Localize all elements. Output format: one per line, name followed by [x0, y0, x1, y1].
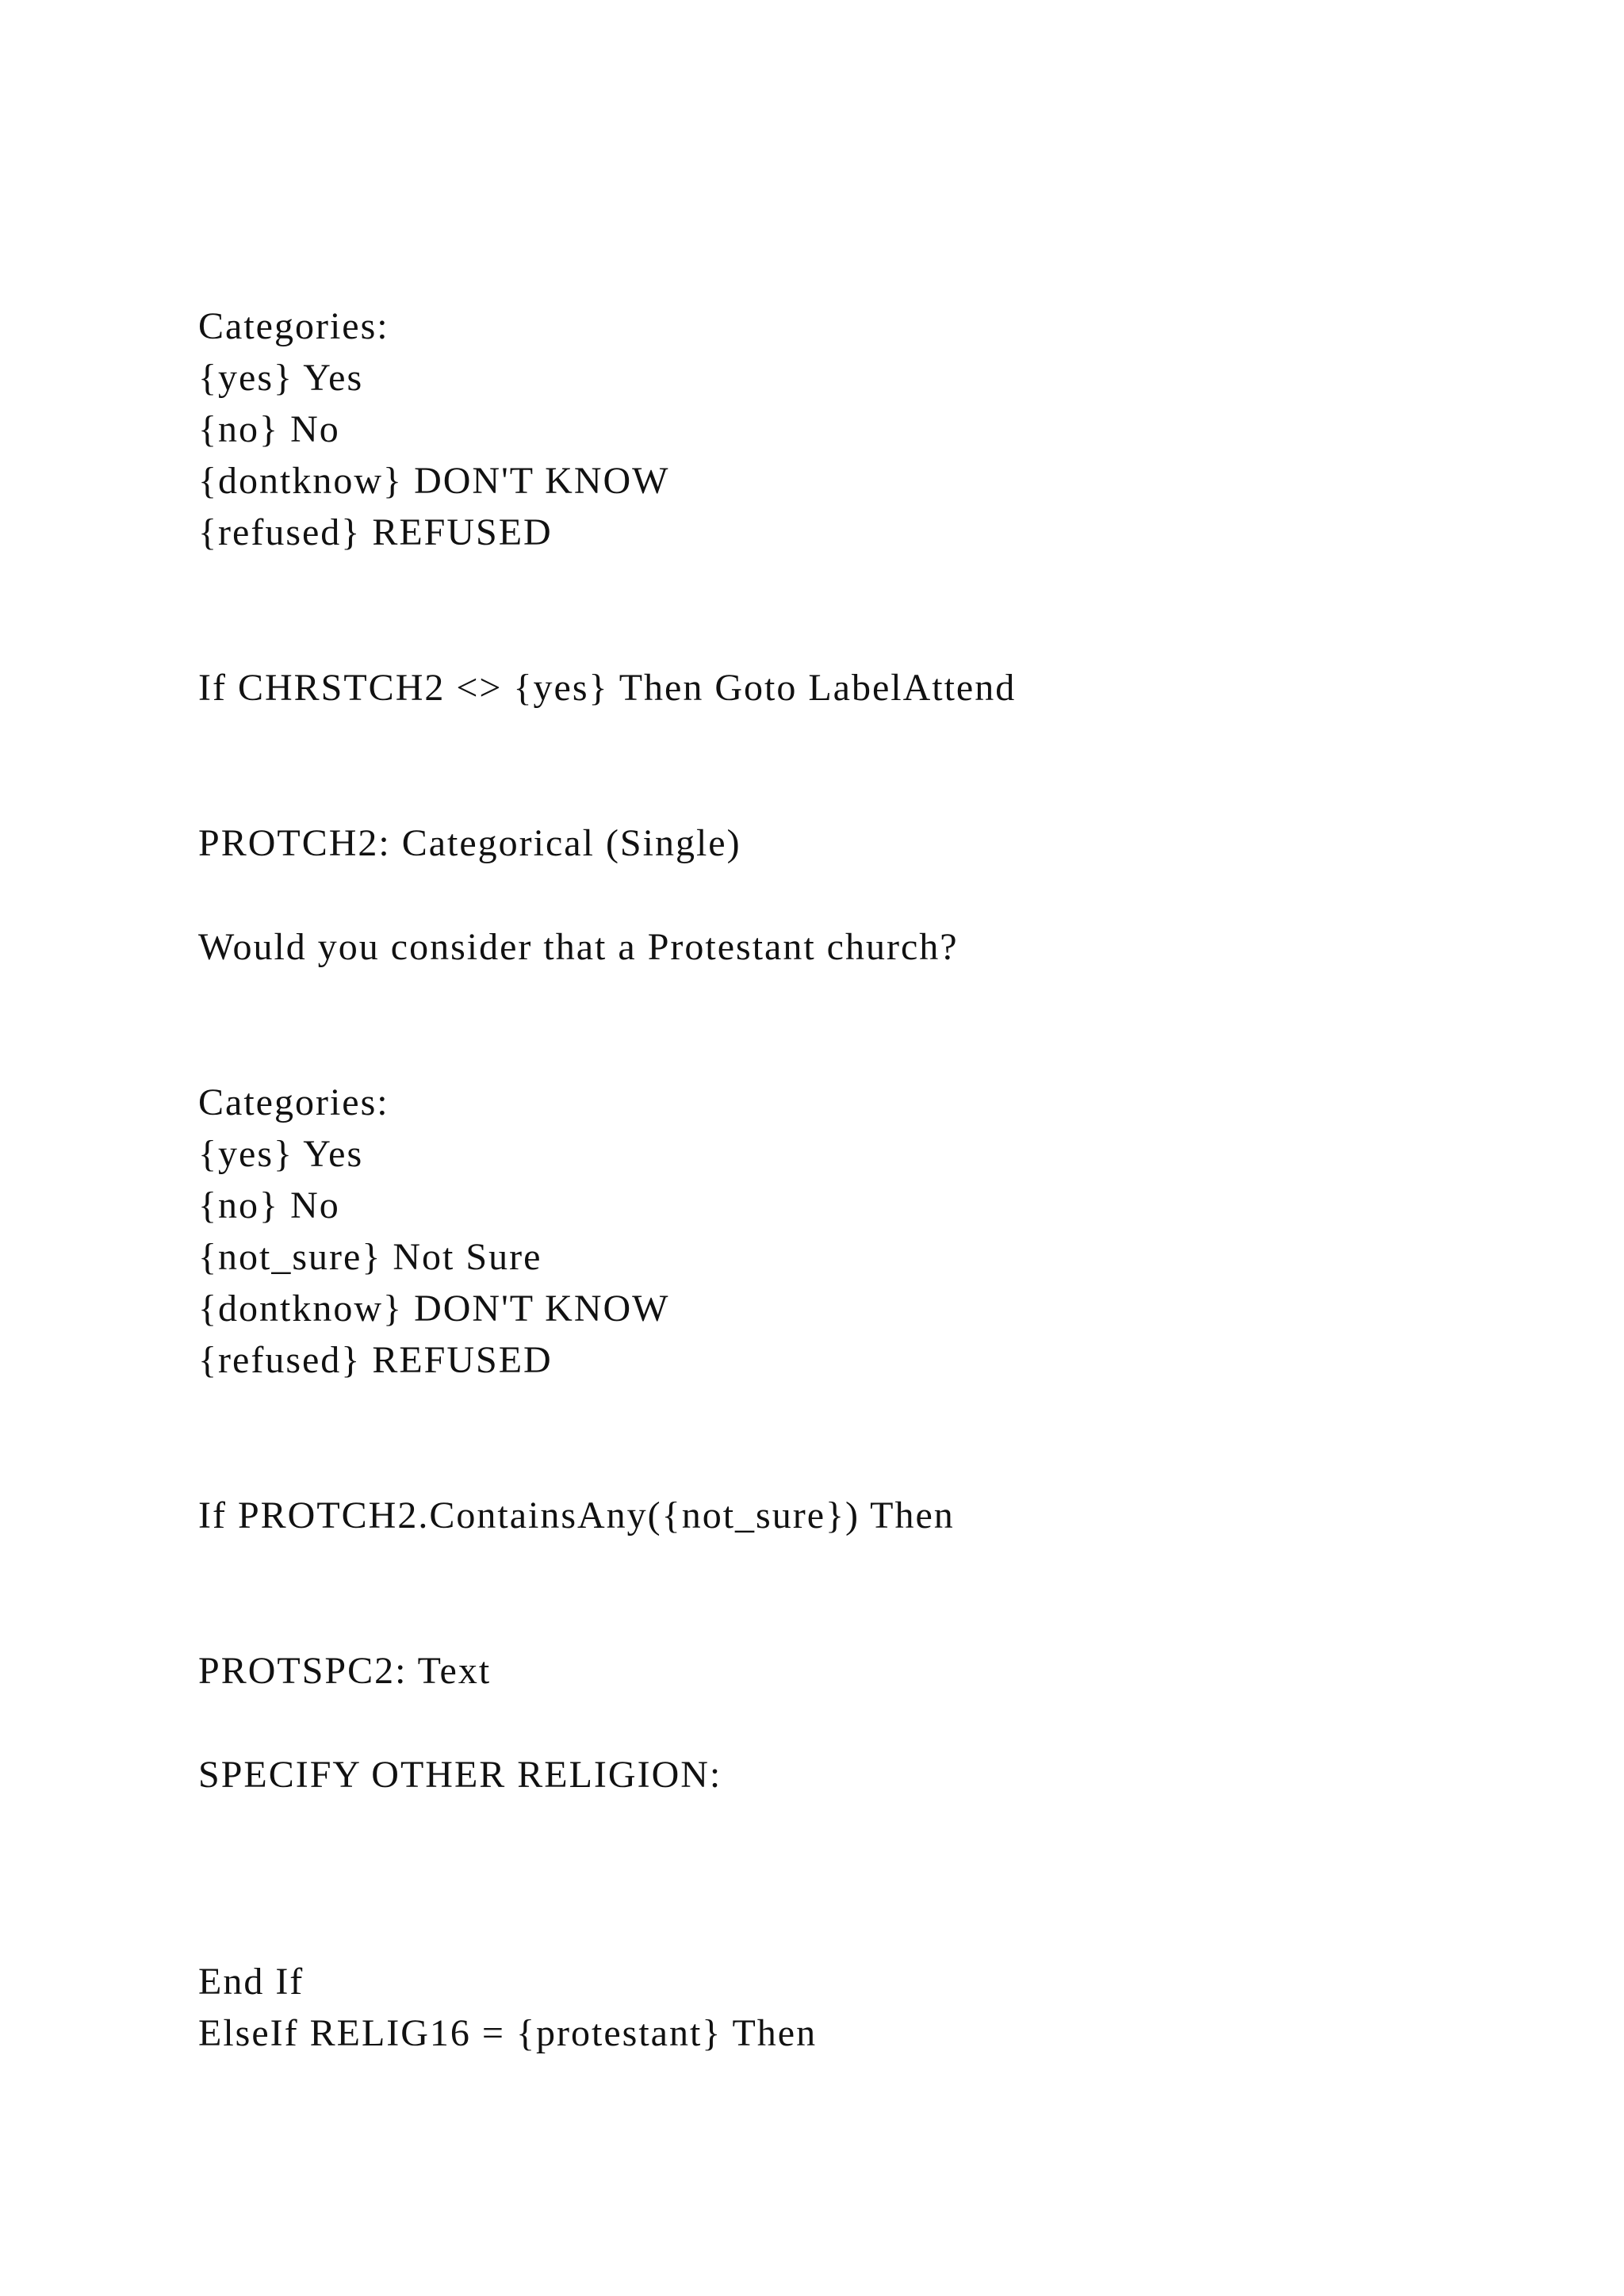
category-option-yes: {yes} Yes [198, 1133, 364, 1175]
if-statement: If PROTCH2.ContainsAny({not_sure}) Then [198, 1494, 955, 1536]
category-option-refused: {refused} REFUSED [198, 1339, 553, 1381]
category-option-no: {no} No [198, 1184, 340, 1226]
question-prompt-protch2: Would you consider that a Protestant church? [198, 926, 959, 968]
goto-statement: If CHRSTCH2 <> {yes} Then Goto LabelAttend [198, 667, 1017, 709]
category-option-refused: {refused} REFUSED [198, 511, 553, 553]
categories-heading: Categories: [198, 1081, 389, 1123]
end-if-statement: End If [198, 1961, 304, 2003]
category-option-not-sure: {not_sure} Not Sure [198, 1236, 542, 1278]
question-definition-protch2: PROTCH2: Categorical (Single) [198, 822, 741, 864]
category-option-no: {no} No [198, 408, 340, 450]
category-option-dontknow: {dontknow} DON'T KNOW [198, 1288, 670, 1330]
question-prompt-protspc2: SPECIFY OTHER RELIGION: [198, 1754, 722, 1796]
category-option-yes: {yes} Yes [198, 357, 364, 399]
category-option-dontknow: {dontknow} DON'T KNOW [198, 460, 670, 502]
question-definition-protspc2: PROTSPC2: Text [198, 1650, 492, 1692]
elseif-statement: ElseIf RELIG16 = {protestant} Then [198, 2012, 818, 2054]
categories-heading: Categories: [198, 305, 389, 347]
